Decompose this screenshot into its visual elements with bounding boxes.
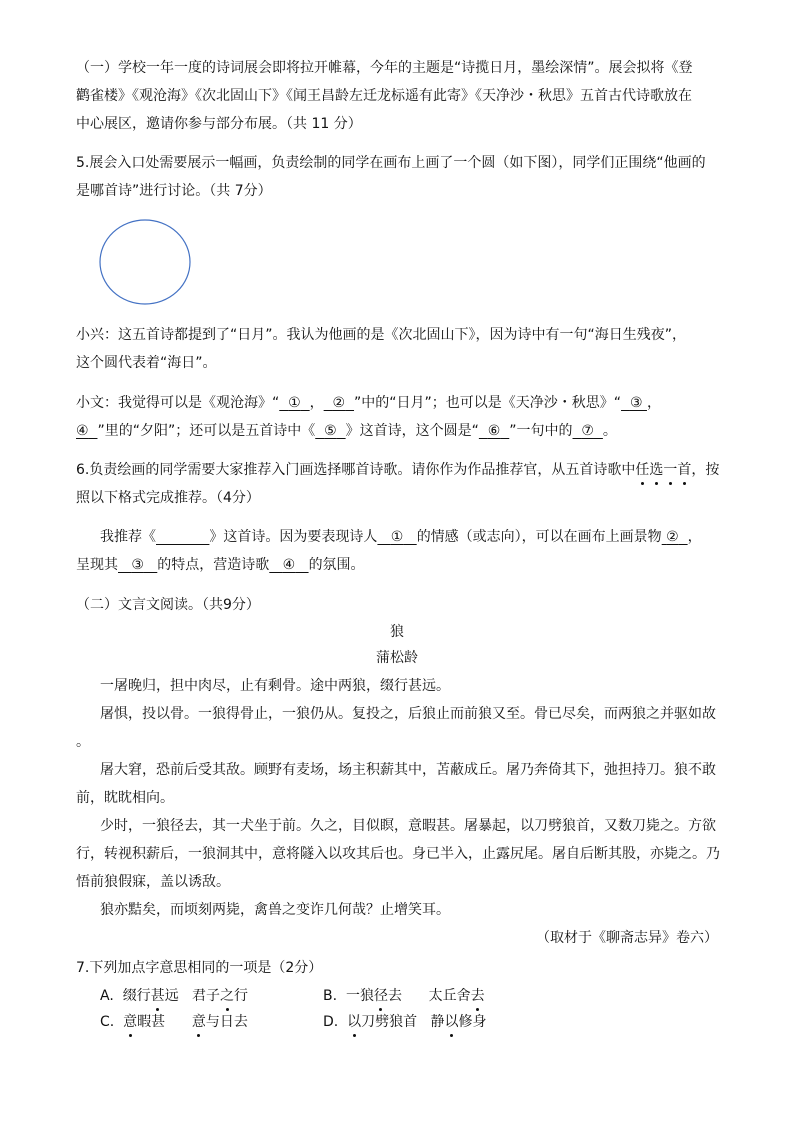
- passage-para-2-end: 。: [76, 734, 90, 750]
- passage-title: 狼: [390, 624, 404, 640]
- xiaoxing-line-2: 这个圆代表着“海日”。: [76, 355, 217, 371]
- blank-q6-1: ①: [390, 529, 404, 545]
- xiaowen-text: ”中的“日月”；也可以是《天净沙・秋思》“: [354, 395, 622, 411]
- option-label: A.: [100, 988, 114, 1004]
- passage-para-1: 一屠晚归，担中肉尽，止有剩骨。途中两狼，缀行甚远。: [100, 678, 450, 694]
- q7-option-d: D. 以刀劈狼首 静以修身: [323, 1014, 487, 1030]
- q6-text: ，按: [691, 462, 720, 478]
- passage-para-3: 屠大窘，恐前后受其敌。顾野有麦场，场主积薪其中，苫蔽成丘。屠乃奔倚其下，弛担持刀。狼不敢: [100, 762, 716, 778]
- xiaowen-text: ”里的“夕阳”；还可以是五首诗中《: [97, 423, 316, 439]
- xiaoxing-line-1: 小兴：这五首诗都提到了“日月”。我认为他画的是《次北固山下》，因为诗中有一句“海日生残夜”，: [76, 327, 687, 343]
- xiaowen-line-1: [76, 393, 661, 413]
- q6-line-1: [76, 460, 719, 480]
- xiaowen-text: 小文：我觉得可以是《观沧海》“: [76, 395, 280, 411]
- blank-5: ⑤: [324, 423, 337, 439]
- poem-blank: [156, 529, 209, 545]
- dotted-char: 一: [663, 462, 678, 478]
- xiaowen-text: 》这首诗，这个圆是“: [345, 423, 479, 439]
- intro-line-3: 中心展区，邀请你参与部分布展。（共 11 分）: [76, 116, 362, 132]
- q6-template-line-1: [100, 527, 702, 547]
- xiaowen-text: ，: [309, 395, 324, 411]
- passage-para-4-cont: 行，转视积薪后，一狼洞其中，意将隧入以攻其后也。身已半入，止露尻尾。屠自后断其股，亦毙之。乃: [76, 846, 720, 862]
- blank-3: ③: [629, 395, 643, 411]
- dotted-char: 意: [123, 1014, 138, 1030]
- q6-line-2: 照以下格式完成推荐。（4分）: [76, 490, 260, 506]
- blank-q6-2: ②: [666, 529, 679, 545]
- dotted-char: 径: [373, 988, 388, 1004]
- passage-para-4: 少时，一狼径去，其一犬坐于前。久之，目似瞑，意暇甚。屠暴起，以刀劈狼首，又数刀毙之。方欲: [100, 818, 716, 834]
- q5-line-1: 5.展会入口处需要展示一幅画，负责绘制的同学在画布上画了一个圆（如下图），同学们正围绕“他画的: [76, 155, 706, 171]
- q7-option-a: A. 缀行甚远 君子之行: [100, 988, 249, 1004]
- blank-2: ②: [332, 395, 346, 411]
- passage-para-5: 狼亦黠矣，而顷刻两毙，禽兽之变诈几何哉？止增笑耳。: [100, 902, 450, 918]
- dotted-char: 首: [677, 462, 692, 478]
- option-label: C.: [100, 1014, 115, 1030]
- dotted-char: 去: [470, 988, 485, 1004]
- blank-4: ④: [76, 423, 89, 439]
- dotted-char: 以: [444, 1014, 459, 1030]
- q6-template-line-2: [76, 555, 365, 575]
- dotted-char: 任: [635, 462, 650, 478]
- template-text: 我推荐《: [100, 529, 156, 545]
- passage-author: 蒲松龄: [376, 650, 418, 666]
- passage-para-3-cont: 前，眈眈相向。: [76, 790, 174, 806]
- dotted-char: 甚: [150, 988, 165, 1004]
- intro-line-2: 鹳雀楼》《观沧海》《次北固山下》《闻王昌龄左迁龙标遥有此寄》《天净沙・秋思》五首古代诗歌放在: [76, 88, 692, 104]
- blank-6: ⑥: [487, 423, 501, 439]
- blank-q6-4: ④: [282, 557, 296, 573]
- dotted-char: 意: [191, 1014, 206, 1030]
- q7-option-c: C. 意暇甚 意与日去: [100, 1014, 248, 1030]
- dotted-char: 以: [347, 1014, 362, 1030]
- option-label: B.: [323, 988, 338, 1004]
- template-text: 》这首诗。因为要表现诗人: [209, 529, 378, 545]
- template-text: 的特点，营造诗歌: [157, 557, 270, 573]
- blank-q6-3: ③: [131, 557, 144, 573]
- xiaowen-text: 。: [602, 423, 617, 439]
- passage-source: （取材于《聊斋志异》卷六）: [536, 930, 718, 946]
- dotted-char: 之: [220, 988, 235, 1004]
- template-text: 的氛围。: [308, 557, 365, 573]
- circle-shape: [100, 220, 190, 304]
- q6-text: 6.负责绘画的同学需要大家推荐入门画选择哪首诗歌。请你作为作品推荐官，从五首诗歌中: [76, 462, 636, 478]
- option-label: D.: [323, 1014, 339, 1030]
- dotted-char: 选: [649, 462, 664, 478]
- blank-1: ①: [288, 395, 301, 411]
- q7-option-b: B. 一狼径去 太丘舍去: [323, 988, 485, 1004]
- passage-para-4-cont: 悟前狼假寐，盖以诱敌。: [76, 874, 230, 890]
- template-text: 呈现其: [76, 557, 118, 573]
- xiaowen-text: ”一句中的: [509, 423, 573, 439]
- xiaowen-line-2: [76, 421, 617, 441]
- section2-heading: （二）文言文阅读。（共9分）: [76, 597, 260, 613]
- intro-line-1: （一）学校一年一度的诗词展会即将拉开帷幕，今年的主题是“诗揽日月，墨绘深情”。展会拟将《登: [76, 60, 693, 76]
- drawn-circle-figure: [96, 217, 196, 309]
- blank-7: ⑦: [581, 423, 594, 439]
- xiaowen-text: ，: [646, 395, 661, 411]
- q5-line-2: 是哪首诗”进行讨论。（共 7分）: [76, 183, 272, 199]
- q7-stem: 7.下列加点字意思相同的一项是（2分）: [76, 960, 323, 976]
- passage-para-2: 屠惧，投以骨。一狼得骨止，一狼仍从。复投之，后狼止而前狼又至。骨已尽矣，而两狼之并驱如故: [100, 706, 716, 722]
- template-text: 的情感（或志向），可以在画布上画景物: [416, 529, 662, 545]
- template-text: ，: [687, 529, 702, 545]
